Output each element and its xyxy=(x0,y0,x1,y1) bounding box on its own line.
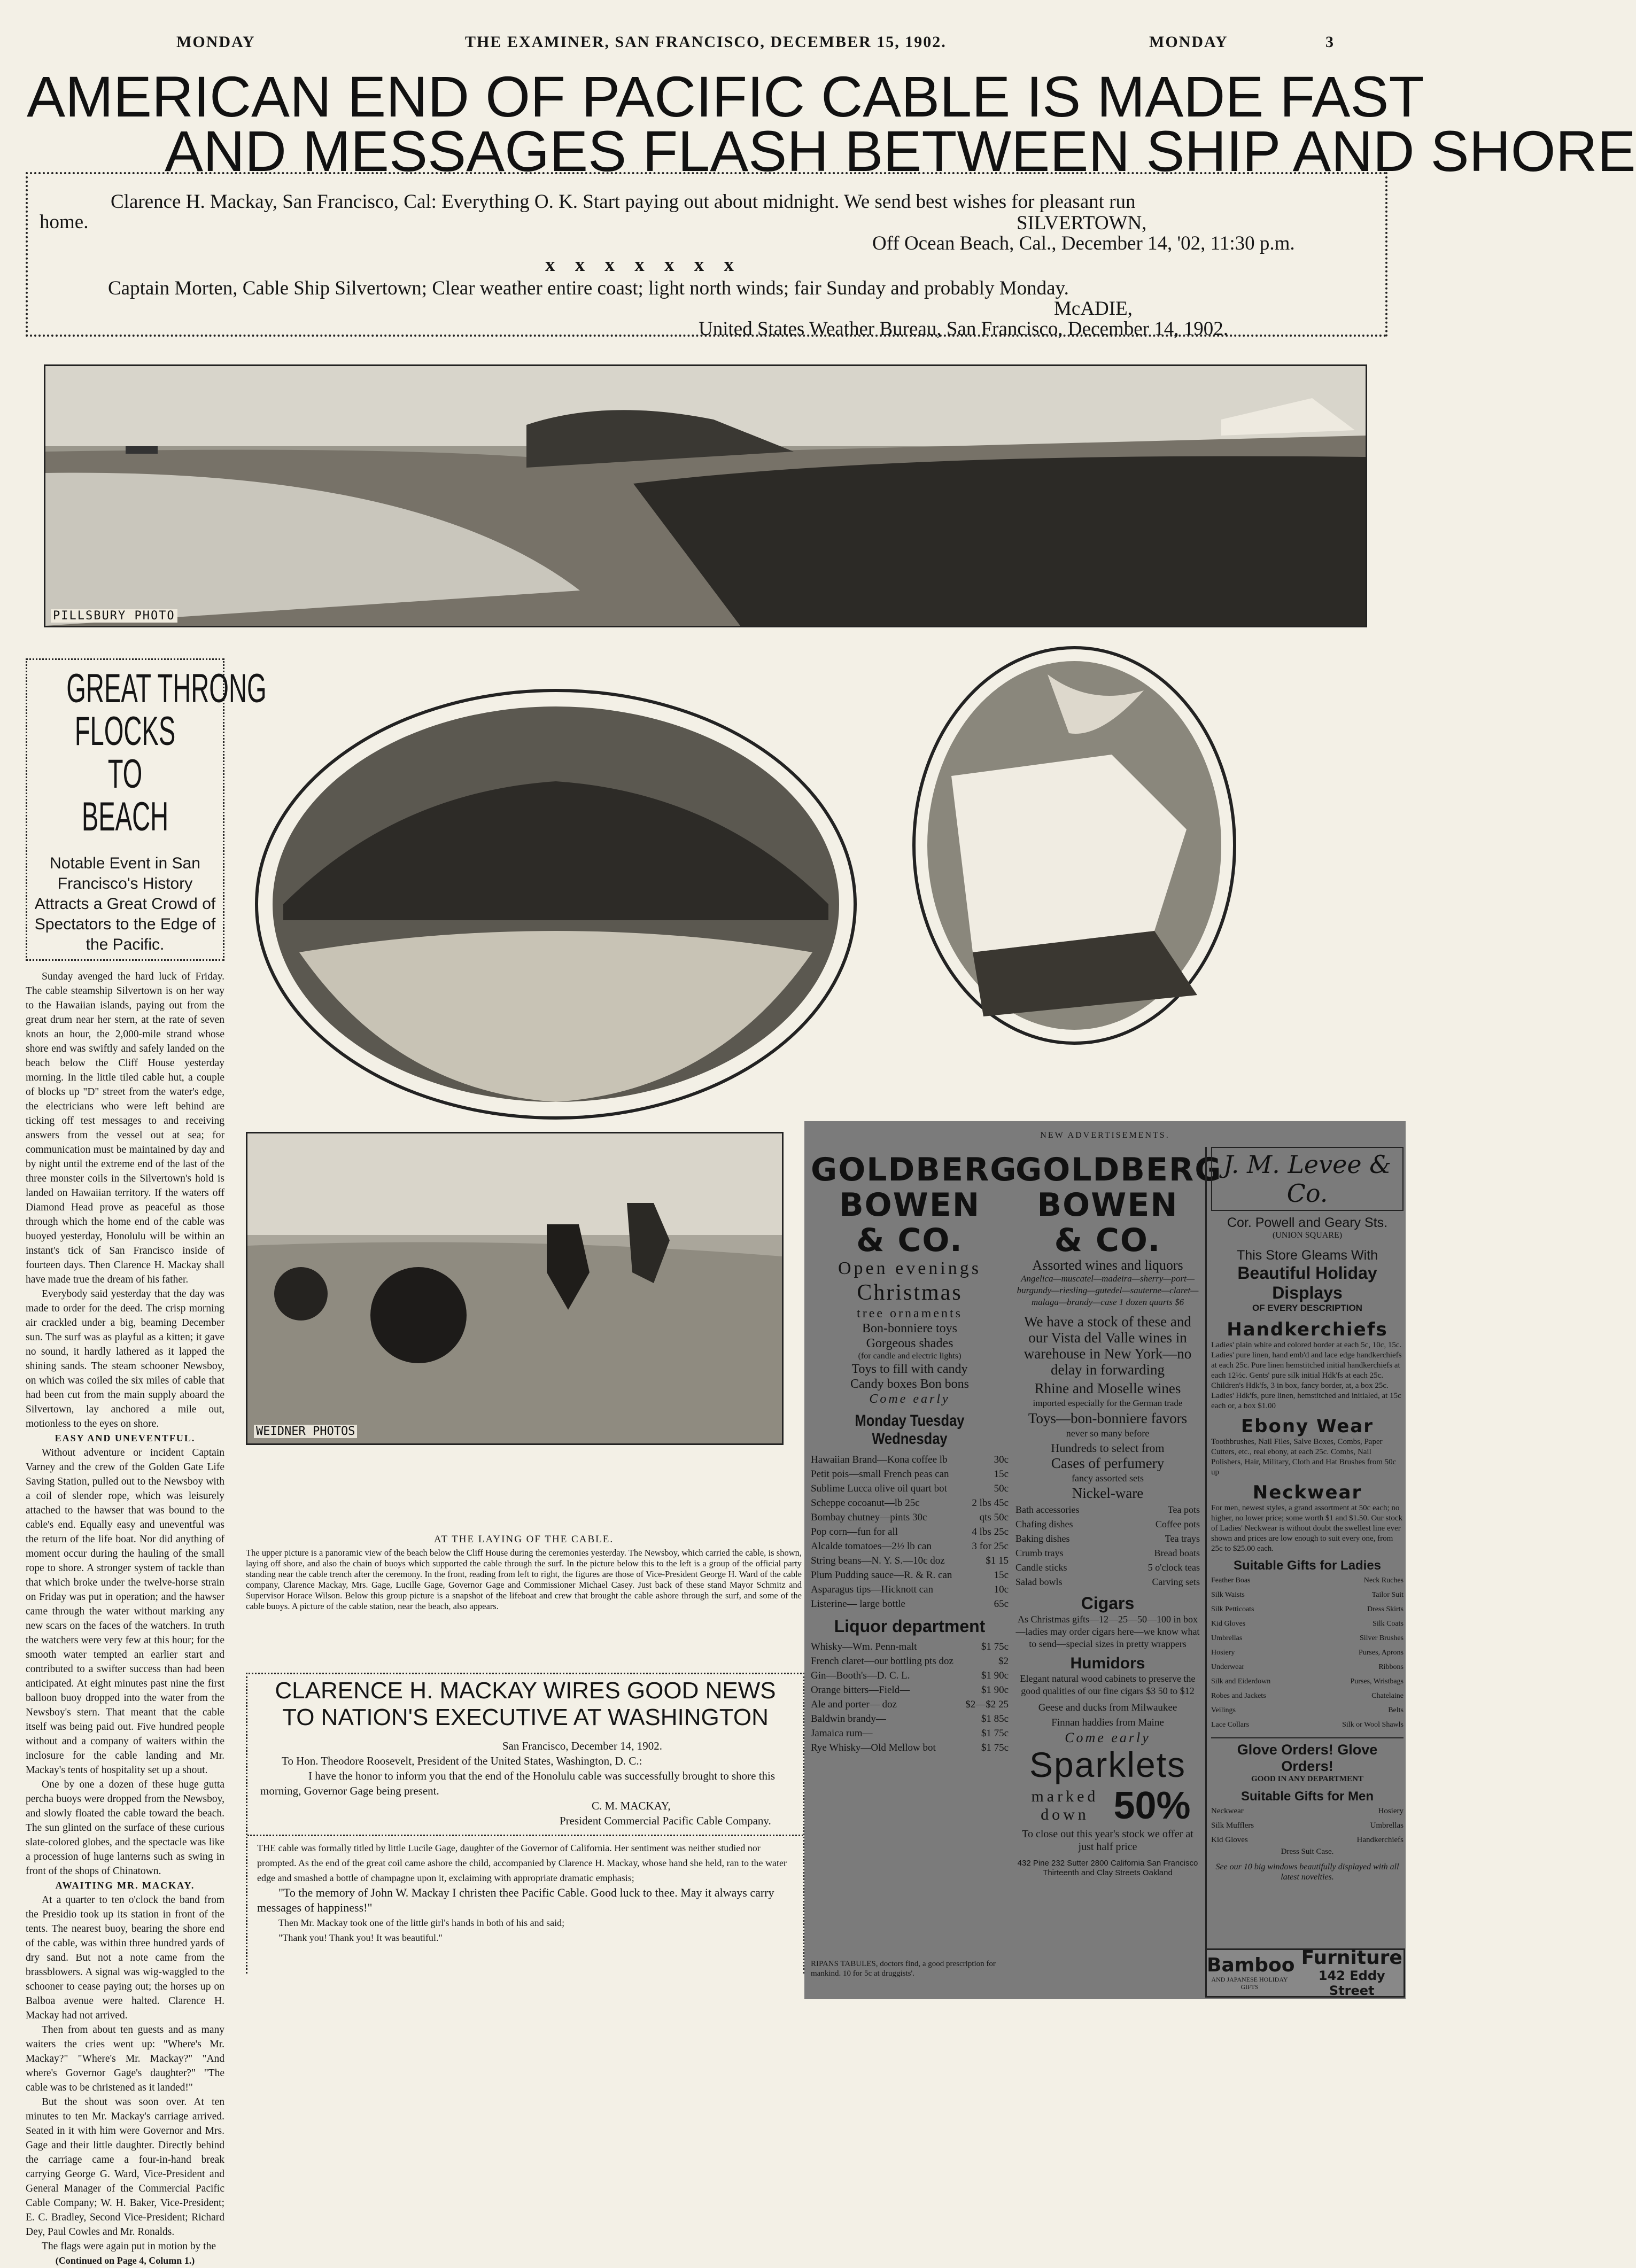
grocery-item xyxy=(811,1467,1009,1481)
liquor-item-left: French claret—our bottling pts doz xyxy=(811,1656,953,1667)
goldberg2-humidors: Elegant natural wood cabinets to preserve the good qualities of our fine cigars $3 50 to $12 xyxy=(1020,1673,1196,1696)
goldberg2-line-2: Angelica—muscatel—madeira—sherry—port—burgundy—riesling—gutedel—sauterne—claret—malaga—brandy—case 1 dozen quarts $6 xyxy=(1017,1273,1199,1307)
grocery-item xyxy=(811,1453,1009,1467)
levee-handkerchiefs-text: Ladies' plain white and colored border at each 5c, 10c, 15c. Ladies' pure linen, hand emb'd and lace edge handkerchiefs at each 25c. Pure linen hemstitched initial handkerchiefs at each 12½c. Gents' pure silk initial Hdk'fs at each 25c. Children's Hdk'fs, 3 in box, fancy border, at, a box 25c. Ladies' Hdk'fs, pure linen, hemstitched and initialed, at 15c each or, a box $1.00 xyxy=(1211,1341,1402,1410)
goldberg1-line-5: Gorgeous shades xyxy=(866,1337,953,1350)
photo-caption xyxy=(246,1534,802,1612)
grocery-item-right: 2 lbs 45c xyxy=(972,1497,1009,1509)
left-headline-line1: GREAT THRONG xyxy=(66,666,267,711)
men-gift-item-left: Silk Mufflers xyxy=(1211,1821,1254,1830)
liquor-item-right: $2 xyxy=(998,1656,1009,1667)
nickel-item-left: Crumb trays xyxy=(1015,1548,1064,1558)
goldberg2-line-10: fancy assorted sets xyxy=(1072,1473,1144,1483)
ladies-gift-item-right: Tailor Suit xyxy=(1371,1591,1404,1599)
grocery-item xyxy=(811,1539,1009,1554)
men-gift-item-right: Umbrellas xyxy=(1370,1821,1404,1830)
left-subhead-2: AWAITING MR. MACKAY. xyxy=(55,1880,195,1891)
left-headline-line2: FLOCKS TO xyxy=(74,709,176,797)
grocery-item-right: 15c xyxy=(994,1570,1009,1581)
ladies-gift-item-right: Silver Brushes xyxy=(1359,1634,1404,1642)
levee-windows: See our 10 big windows beautifully displayed with all latest novelties. xyxy=(1215,1862,1399,1882)
grocery-item-left: Hawaiian Brand—Kona coffee lb xyxy=(811,1454,948,1465)
liquor-item-right: $1 90c xyxy=(981,1684,1009,1696)
wire-story-box xyxy=(246,1673,805,1974)
goldberg1-line-7: Toys to fill with candy xyxy=(851,1362,968,1376)
ladies-gift-item-left: Umbrellas xyxy=(1211,1634,1243,1642)
liquor-item xyxy=(811,1697,1009,1712)
cable-sig-2-name: McADIE, xyxy=(1054,298,1133,320)
grocery-item xyxy=(811,1525,1009,1539)
sparklets-marked-down: marked down xyxy=(1031,1788,1099,1823)
left-headline-line3: BEACH xyxy=(81,794,169,840)
ladies-gift-item-left: Veilings xyxy=(1211,1706,1236,1714)
cable-separator: x x x x x x x xyxy=(545,254,741,276)
levee-name: J. M. Levee & Co. xyxy=(1211,1147,1404,1211)
grocery-item-left: Plum Pudding sauce—R. & R. can xyxy=(811,1570,952,1581)
goldberg-ad-1 xyxy=(811,1151,1018,1755)
liquor-item-right: $2—$2 25 xyxy=(965,1699,1009,1710)
grocery-item-right: 50c xyxy=(994,1483,1009,1494)
left-p2: Everybody said yesterday that the day was made to order for the deed. The crisp morning air crackled under a big, beaming December sun. The surf was as playful as a kitten; it gave no sound, it hardly lathered as it lapped the shining sands. The steam schooner Newsboy, on which was coiled the six miles of cable that had been cut from the main supply aboard the Silvertown, lay anchored a mile out, motionless to the eyes on shore. xyxy=(26,1288,224,1430)
main-headline-line2: AND MESSAGES FLASH BETWEEN SHIP AND SHORE xyxy=(165,119,1636,183)
levee-glove-orders: Glove Orders! Glove Orders! xyxy=(1211,1737,1404,1775)
grocery-item-left: Sublime Lucca olive oil quart bot xyxy=(811,1483,947,1494)
nickel-item-left: Salad bowls xyxy=(1015,1576,1063,1587)
men-gift-item-left: Neckwear xyxy=(1211,1807,1244,1815)
left-p7: But the shout was soon over. At ten minutes to ten Mr. Mackay's carriage arrived. Seated in it with him were Governor and Mrs. Gage and their little daughter. Directly behind the carriage came a four-in-hand break carrying George G. Ward, Vice-President and General Manager of the Commercial Pacific Cable Company; W. H. Baker, Vice-President; E. C. Bradley, Second Vice-President; Richard Dey, Paul Cowles and Mr. Ronalds. xyxy=(26,2096,224,2238)
panorama-credit: PILLSBURY PHOTO xyxy=(51,609,177,623)
ladies-gift-item xyxy=(1211,1718,1404,1732)
goldberg2-name-2: BOWEN xyxy=(1037,1186,1178,1224)
nickel-item-left: Chafing dishes xyxy=(1015,1519,1073,1529)
goldberg2-cigars-head: Cigars xyxy=(1081,1594,1135,1613)
sparklets-percent: 50% xyxy=(1113,1784,1191,1827)
ladies-gift-item-right: Ribbons xyxy=(1378,1663,1404,1671)
grocery-item-right: 65c xyxy=(994,1598,1009,1610)
bamboo-furniture-ad xyxy=(1205,1948,1405,1998)
nickel-item-right: Coffee pots xyxy=(1155,1519,1200,1529)
goldberg2-finnan: Finnan haddies from Maine xyxy=(1051,1717,1164,1728)
wire-headline-2: TO NATION'S EXECUTIVE AT WASHINGTON xyxy=(282,1704,769,1730)
left-p4: One by one a dozen of these huge gutta percha buoys were dropped from the Newsboy, and slowly floated the cable toward the beach. The sun glinted on the surface of these curious slate-colored globes, and the spectacle was like a procession of huge lanterns such as swing in front of the shops of Chinatown. xyxy=(26,1779,224,1877)
wire-dateline: San Francisco, December 14, 1902. xyxy=(502,1739,662,1752)
liquor-item-right: $1 75c xyxy=(981,1742,1009,1753)
ladies-gift-item xyxy=(1211,1645,1404,1660)
left-subhead-1: EASY AND UNEVENTFUL. xyxy=(55,1433,196,1443)
liquor-item xyxy=(811,1741,1009,1755)
cable-message-1: Clarence H. Mackay, San Francisco, Cal: Everything O. K. Start paying out about midnight. We send best wishes for pleasant run xyxy=(111,191,1136,213)
christening-quote: "To the memory of John W. Mackay I christen thee Pacific Cable. Good luck to thee. May it always carry messages of happiness!" xyxy=(257,1886,774,1914)
oval-photos-decoration xyxy=(235,653,1384,1123)
liquor-item xyxy=(811,1668,1009,1683)
bamboo-right-sub: 142 Eddy Street xyxy=(1318,1968,1385,1998)
christening-p3: "Thank you! Thank you! It was beautiful." xyxy=(278,1932,443,1943)
grocery-item-right: 3 for 25c xyxy=(972,1541,1009,1552)
goldberg1-grocery-list xyxy=(811,1453,1009,1611)
grocery-item-left: Asparagus tips—Hicknott can xyxy=(811,1584,934,1595)
men-gift-item xyxy=(1211,1833,1404,1847)
goldberg2-geese: Geese and ducks from Milwaukee xyxy=(1038,1702,1177,1713)
grocery-item-right: $1 15 xyxy=(986,1555,1009,1566)
liquor-item-right: $1 90c xyxy=(981,1670,1009,1681)
wire-sig-name: C. M. MACKAY, xyxy=(592,1799,671,1812)
men-gift-item-left: Kid Gloves xyxy=(1211,1836,1248,1844)
liquor-item-left: Ale and porter— doz xyxy=(811,1699,897,1710)
grocery-item-right: qts 50c xyxy=(979,1512,1009,1523)
goldberg2-line-9: Cases of perfumery xyxy=(1051,1455,1165,1471)
lifeboat-photo xyxy=(246,1132,784,1445)
goldberg1-line-8: Candy boxes Bon bons xyxy=(850,1377,969,1391)
cable-sig-1-name: SILVERTOWN, xyxy=(1017,212,1147,234)
goldberg1-name-3: & CO. xyxy=(856,1222,963,1259)
left-p3: Without adventure or incident Captain Varney and the crew of the Golden Gate Life Saving Station, pulled out to the Newsboy with a coil of slender rope, which was leisurely attached to the hawser that was bound to the cable's end. Equally easy and uneventful was the return of the life boat. Nor did anything of moment occur during the hauling of the small rope to shore. A stronger system of tackle than that which broke under the twelve-horse strain on Friday was put in operation; and the hawser came through the water without marking any new scars on the faces of the watchers. In truth the watchers were very few at this hour; for the smooth water tempted an earlier start and contributed to a swifter success than had been anticipated. At eight minutes past nine the first balloon buoy dropped into the water from the Newsboy's stern. That meant that the cable itself was being paid out. Five hundred people without and a company of waiters within the inclosure for the cable landing and Mr. Mackay's tents of hospitality set up a shout. xyxy=(26,1447,224,1776)
masthead-day-left: MONDAY xyxy=(176,33,255,51)
bamboo-right: Furniture xyxy=(1301,1947,1402,1969)
levee-neckwear-head: Neckwear xyxy=(1252,1482,1362,1503)
liquor-item xyxy=(811,1640,1009,1654)
sparklets-close: To close out this year's stock we offer at just half price xyxy=(1022,1828,1193,1853)
grocery-item-right: 30c xyxy=(994,1454,1009,1465)
nickel-item xyxy=(1015,1503,1200,1517)
christening-p2: Then Mr. Mackay took one of the little girl's hands in both of his and said; xyxy=(278,1917,565,1928)
levee-ladies-head: Suitable Gifts for Ladies xyxy=(1233,1558,1382,1573)
goldberg2-name-3: & CO. xyxy=(1054,1222,1161,1259)
nickel-item xyxy=(1015,1560,1200,1575)
ladies-gift-item xyxy=(1211,1631,1404,1645)
men-gift-item xyxy=(1211,1819,1404,1833)
ads-header: NEW ADVERTISEMENTS. xyxy=(1040,1131,1170,1140)
lifeboat-credit: WEIDNER PHOTOS xyxy=(254,1425,357,1438)
men-gift-item-right: Handkerchiefs xyxy=(1356,1836,1404,1844)
goldberg2-nickel-list xyxy=(1015,1503,1200,1589)
ladies-gift-item xyxy=(1211,1602,1404,1617)
levee-men-list xyxy=(1211,1804,1404,1847)
goldberg1-line-3: tree ornaments xyxy=(857,1307,963,1321)
ladies-gift-item-right: Silk Coats xyxy=(1373,1620,1404,1628)
goldberg2-name-1: GOLDBERG xyxy=(1015,1151,1222,1189)
cable-message-2: Captain Morten, Cable Ship Silvertown; Clear weather entire coast; light north winds; fair Sunday and probably Monday. xyxy=(108,277,1069,299)
nickel-item xyxy=(1015,1575,1200,1589)
liquor-item xyxy=(811,1683,1009,1697)
caption-title: AT THE LAYING OF THE CABLE. xyxy=(433,1534,614,1545)
ladies-gift-item-left: Kid Gloves xyxy=(1211,1620,1246,1628)
goldberg1-liquor-head: Liquor department xyxy=(834,1617,986,1636)
goldberg1-line-6: (for candle and electric lights) xyxy=(858,1352,962,1361)
ladies-gift-item-left: Lace Collars xyxy=(1211,1721,1250,1729)
christening-story xyxy=(247,1835,803,1949)
goldberg2-line-4: Rhine and Moselle wines xyxy=(1034,1380,1181,1396)
nickel-item xyxy=(1015,1532,1200,1546)
left-deck: Notable Event in San Francisco's History Attracts a Great Crowd of Spectators to the Edge of the Pacific. xyxy=(34,855,216,953)
cable-message-1-end: home. xyxy=(40,211,89,233)
liquor-item-right: $1 75c xyxy=(981,1728,1009,1739)
left-headline-box xyxy=(26,658,267,961)
goldberg1-liquor-list xyxy=(811,1640,1009,1755)
levee-beautiful: Beautiful Holiday Displays xyxy=(1237,1263,1377,1302)
liquor-item-left: Jamaica rum— xyxy=(811,1728,873,1739)
grocery-item-left: Alcalde tomatoes—2½ lb can xyxy=(811,1541,932,1552)
levee-ladies-list xyxy=(1211,1573,1404,1732)
levee-gleams: This Store Gleams With xyxy=(1237,1248,1378,1263)
men-gift-item-right: Hosiery xyxy=(1378,1807,1404,1815)
main-headline-line1: AMERICAN END OF PACIFIC CABLE IS MADE FAST xyxy=(27,64,1424,129)
nickel-item-right: Tea pots xyxy=(1167,1504,1200,1515)
goldberg1-line-4: Bon-bonniere toys xyxy=(862,1322,957,1335)
left-p1: Sunday avenged the hard luck of Friday. The cable steamship Silvertown is on her way to the Hawaiian islands, paying out from the great drum near her stern, at the rate of seven knots an hour, the 2,000-mile strand whose shore end was swiftly and safely landed on the beach below the Cliff House yesterday morning. In the little tiled cable hut, a couple of blocks up "D" street from the water's edge, the electricians who were left behind are ticking off test messages to and receiving answers from the vessel out at sea; for communication must be maintained by day and by night until the extreme end of the last of the three monster coils in the Silvertown's hold is landed on Hawaiian territory. If the waters off Diamond Head prove as peaceful as those through which the home end of the cable was buoyed yesterday, Honolulu will be within an instant's tick of San Francisco inside of fourteen days. Then Clarence H. Mackay shall have made true the dream of his father. xyxy=(26,971,224,1285)
ladies-gift-item-left: Silk and Eiderdown xyxy=(1211,1677,1271,1686)
liquor-item xyxy=(811,1726,1009,1741)
goldberg2-cigars: As Christmas gifts—12—25—50—100 in box—ladies may order cigars here—we know what to send—special sizes in pretty wrappers xyxy=(1015,1614,1200,1649)
liquor-item xyxy=(811,1712,1009,1726)
cable-sig-1-place: Off Ocean Beach, Cal., December 14, '02, 11:30 p.m. xyxy=(872,232,1295,254)
caption-body: The upper picture is a panoramic view of the beach below the Cliff House during the ceremonies yesterday. The Newsboy, which carried the cable, is shown, laying off shore, and also the chain of buoys which supported the cable through the surf. In the picture below this to the left is a group of the official party standing near the cable trench after the ceremony. In the front, reading from left to right, the figures are those of Vice-President George H. Ward of the cable company, Clarence Mackay, Mrs. Gage, Lucille Gage, Governor Gage and Commissioner Michael Casey. Just back of these stand Mayor Schmitz and Supervisor Horace Wilson. Below this group picture is a snapshot of the lifeboat and crew that brought the cable ashore through the surf, and some of the cable buoys. A picture of the cable station, near the beach, also appears. xyxy=(246,1548,802,1611)
grocery-item xyxy=(811,1496,1009,1510)
grocery-item-right: 15c xyxy=(994,1469,1009,1480)
nickel-item-right: Tea trays xyxy=(1165,1533,1200,1544)
goldberg1-line-1: Open evenings xyxy=(838,1259,981,1278)
goldberg1-name-1: GOLDBERG xyxy=(811,1151,1018,1189)
goldberg1-line-9: Come early xyxy=(869,1392,950,1406)
ladies-gift-item xyxy=(1211,1674,1404,1689)
wire-sig-title: President Commercial Pacific Cable Company. xyxy=(560,1814,771,1827)
ladies-gift-item-left: Silk Petticoats xyxy=(1211,1605,1254,1613)
nickel-item-left: Candle sticks xyxy=(1015,1562,1067,1573)
liquor-item-left: Baldwin brandy— xyxy=(811,1713,886,1725)
cable-messages-box xyxy=(26,172,1387,340)
nickel-item-left: Baking dishes xyxy=(1015,1533,1070,1544)
goldberg2-line-7: never so many before xyxy=(1066,1428,1150,1439)
wire-body: I have the honor to inform you that the end of the Honolulu cable was successfully brought to shore this morning, Governor Gage being present. xyxy=(260,1769,776,1797)
nickel-item xyxy=(1015,1546,1200,1560)
liquor-item-left: Orange bitters—Field— xyxy=(811,1684,910,1696)
goldberg2-line-11: Nickel-ware xyxy=(1072,1485,1144,1501)
levee-ebony-text: Toothbrushes, Nail Files, Salve Boxes, Combs, Paper Cutters, etc., real ebony, at each 25c. Combs, Nail Polishers, Hair, Military, Cloth and Hat Brushes from 50c up xyxy=(1211,1438,1397,1477)
bamboo-left-sub: AND JAPANESE HOLIDAY GIFTS xyxy=(1211,1976,1288,1991)
left-p8: The flags were again put in motion by the xyxy=(42,2241,216,2252)
levee-men-head: Suitable Gifts for Men xyxy=(1240,1789,1374,1804)
goldberg2-line-3: We have a stock of these and our Vista del Valle wines in warehouse in New York—no delay in forwarding xyxy=(1024,1314,1192,1378)
liquor-item xyxy=(811,1654,1009,1668)
ladies-gift-item-right: Purses, Aprons xyxy=(1358,1649,1404,1657)
levee-good-any: GOOD IN ANY DEPARTMENT xyxy=(1251,1775,1363,1783)
ladies-gift-item xyxy=(1211,1573,1404,1588)
wire-headline-1: CLARENCE H. MACKAY WIRES GOOD NEWS xyxy=(275,1677,776,1704)
liquor-item-left: Rye Whisky—Old Mellow bot xyxy=(811,1742,936,1753)
ripans-notice: RIPANS TABULES, doctors find, a good prescription for mankind. 10 for 5c at druggists'. xyxy=(811,1960,996,1978)
bamboo-left: Bamboo xyxy=(1207,1954,1295,1976)
grocery-item-left: Listerine— large bottle xyxy=(811,1598,905,1610)
grocery-item-left: Scheppe cocoanut—lb 25c xyxy=(811,1497,920,1509)
goldberg1-name-2: BOWEN xyxy=(839,1186,981,1224)
grocery-item xyxy=(811,1554,1009,1568)
ladies-gift-item-left: Feather Boas xyxy=(1211,1576,1251,1585)
ladies-gift-item xyxy=(1211,1588,1404,1602)
grocery-item-left: Bombay chutney—pints 30c xyxy=(811,1512,927,1523)
grocery-item xyxy=(811,1481,1009,1496)
page-number: 3 xyxy=(1325,33,1335,51)
nickel-item-right: 5 o'clock teas xyxy=(1147,1562,1200,1573)
advertisements-panel xyxy=(804,1121,1406,1999)
grocery-item xyxy=(811,1568,1009,1582)
levee-every: OF EVERY DESCRIPTION xyxy=(1252,1303,1362,1313)
grocery-item xyxy=(811,1510,1009,1525)
christening-p1: THE cable was formally titled by little Lucile Gage, daughter of the Governor of California. Her sentiment was neither studied nor prompted. As the end of the great coil came ashore the child, accompanied by Clarence H. Mackay, whose hand she held, ran to the water edge and smashed a bottle of champagne upon it, exclaiming with appropriate dramatic emphasis; xyxy=(257,1843,787,1883)
levee-neckwear-text: For men, newest styles, a grand assortment at 50c each; no higher, no lower price; some worth $1 and $1.50. Our stock of Ladies' Neckwear is without doubt the swellest line ever shown and prices are low enough to suit every one, from 25c to $25.00 each. xyxy=(1211,1504,1403,1553)
liquor-item-left: Gin—Booth's—D. C. L. xyxy=(811,1670,910,1681)
goldberg2-humidors-head: Humidors xyxy=(1070,1655,1145,1672)
ladies-gift-item xyxy=(1211,1689,1404,1703)
ladies-gift-item xyxy=(1211,1617,1404,1631)
left-continued: (Continued on Page 4, Column 1.) xyxy=(55,2255,195,2266)
goldberg2-line-8: Hundreds to select from xyxy=(1051,1441,1165,1455)
levee-square: (UNION SQUARE) xyxy=(1272,1231,1343,1240)
goldberg2-line-6: Toys—bon-bonniere favors xyxy=(1028,1410,1188,1426)
wire-to: To Hon. Theodore Roosevelt, President of the United States, Washington, D. C.: xyxy=(282,1754,642,1767)
grocery-item xyxy=(811,1582,1009,1597)
panorama-photo xyxy=(44,364,1367,627)
goldberg2-come-early: Come early xyxy=(1065,1730,1151,1745)
goldberg1-line-2: Christmas xyxy=(857,1280,963,1305)
ladies-gift-item-right: Belts xyxy=(1388,1706,1404,1714)
liquor-item-right: $1 75c xyxy=(981,1641,1009,1652)
levee-handkerchiefs-head: Handkerchiefs xyxy=(1227,1319,1388,1340)
grocery-item-right: 4 lbs 25c xyxy=(972,1526,1009,1537)
panorama-beach-illustration xyxy=(45,366,1366,626)
left-column-story xyxy=(26,658,267,2268)
ladies-gift-item-left: Silk Waists xyxy=(1211,1591,1245,1599)
levee-ebony-head: Ebony Wear xyxy=(1240,1416,1374,1437)
ladies-gift-item-left: Robes and Jackets xyxy=(1211,1692,1266,1700)
masthead-day-right: MONDAY xyxy=(1149,33,1228,51)
sparklets-title: Sparklets xyxy=(1029,1745,1187,1784)
nickel-item-right: Carving sets xyxy=(1152,1576,1200,1587)
grocery-item xyxy=(811,1597,1009,1611)
cable-sig-2-place: United States Weather Bureau, San Francisco, December 14, 1902. xyxy=(699,318,1228,340)
ladies-gift-item xyxy=(1211,1703,1404,1718)
men-gift-item xyxy=(1211,1804,1404,1819)
levee-address: Cor. Powell and Geary Sts. xyxy=(1227,1215,1388,1230)
left-body xyxy=(26,969,224,2268)
ladies-gift-item-left: Hosiery xyxy=(1211,1649,1235,1657)
ladies-gift-item-left: Underwear xyxy=(1211,1663,1245,1671)
left-p6: Then from about ten guests and as many waiters the cries went up: "Where's Mr. Mackay?" "Where's Mr. Mackay?" "And where's Governor Gage's daughter?" "The cable was to be christened as it landed!" xyxy=(26,2024,224,2093)
left-p5: At a quarter to ten o'clock the band from the Presidio took up its station in front of the tents. The nearest buoy, bearing the shore end of the cable, was within three hundred yards of dry sand. But not a note came from the brassblowers. A signal was wig-waggled to the schooner to cease paying out; the horses up on Balboa avenue were halted. Clarence H. Mackay had not arrived. xyxy=(26,1894,224,2021)
goldberg-ad-2 xyxy=(1015,1151,1222,1878)
liquor-item-left: Whisky—Wm. Penn-malt xyxy=(811,1641,917,1652)
lifeboat-surf-illustration xyxy=(247,1133,782,1443)
goldberg-addresses: 432 Pine 232 Sutter 2800 California San Francisco Thirteenth and Clay Streets Oakland xyxy=(1017,1859,1198,1877)
masthead-paper: THE EXAMINER, SAN FRANCISCO, DECEMBER 15, 1902. xyxy=(465,33,947,51)
goldberg2-line-1: Assorted wines and liquors xyxy=(1032,1257,1183,1273)
goldberg1-days: Monday Tuesday Wednesday xyxy=(855,1412,965,1448)
ladies-gift-item-right: Silk or Wool Shawls xyxy=(1342,1721,1404,1729)
levee-ad xyxy=(1205,1147,1404,1986)
grocery-item-left: Pop corn—fun for all xyxy=(811,1526,898,1537)
nickel-item xyxy=(1015,1517,1200,1532)
nickel-item-right: Bread boats xyxy=(1154,1548,1200,1558)
goldberg2-line-5: imported especially for the German trade xyxy=(1033,1398,1183,1408)
nickel-item-left: Bath accessories xyxy=(1015,1504,1080,1515)
levee-dress-suit: Dress Suit Case. xyxy=(1281,1847,1334,1856)
liquor-item-right: $1 85c xyxy=(981,1713,1009,1725)
ladies-gift-item-right: Purses, Wristbags xyxy=(1350,1677,1404,1686)
grocery-item-left: String beans—N. Y. S.—10c doz xyxy=(811,1555,945,1566)
ladies-gift-item-right: Chatelaine xyxy=(1371,1692,1404,1700)
ladies-gift-item-right: Dress Skirts xyxy=(1367,1605,1404,1613)
ladies-gift-item xyxy=(1211,1660,1404,1674)
grocery-item-right: 10c xyxy=(994,1584,1009,1595)
ladies-gift-item-right: Neck Ruches xyxy=(1363,1576,1404,1585)
grocery-item-left: Petit pois—small French peas can xyxy=(811,1469,949,1480)
